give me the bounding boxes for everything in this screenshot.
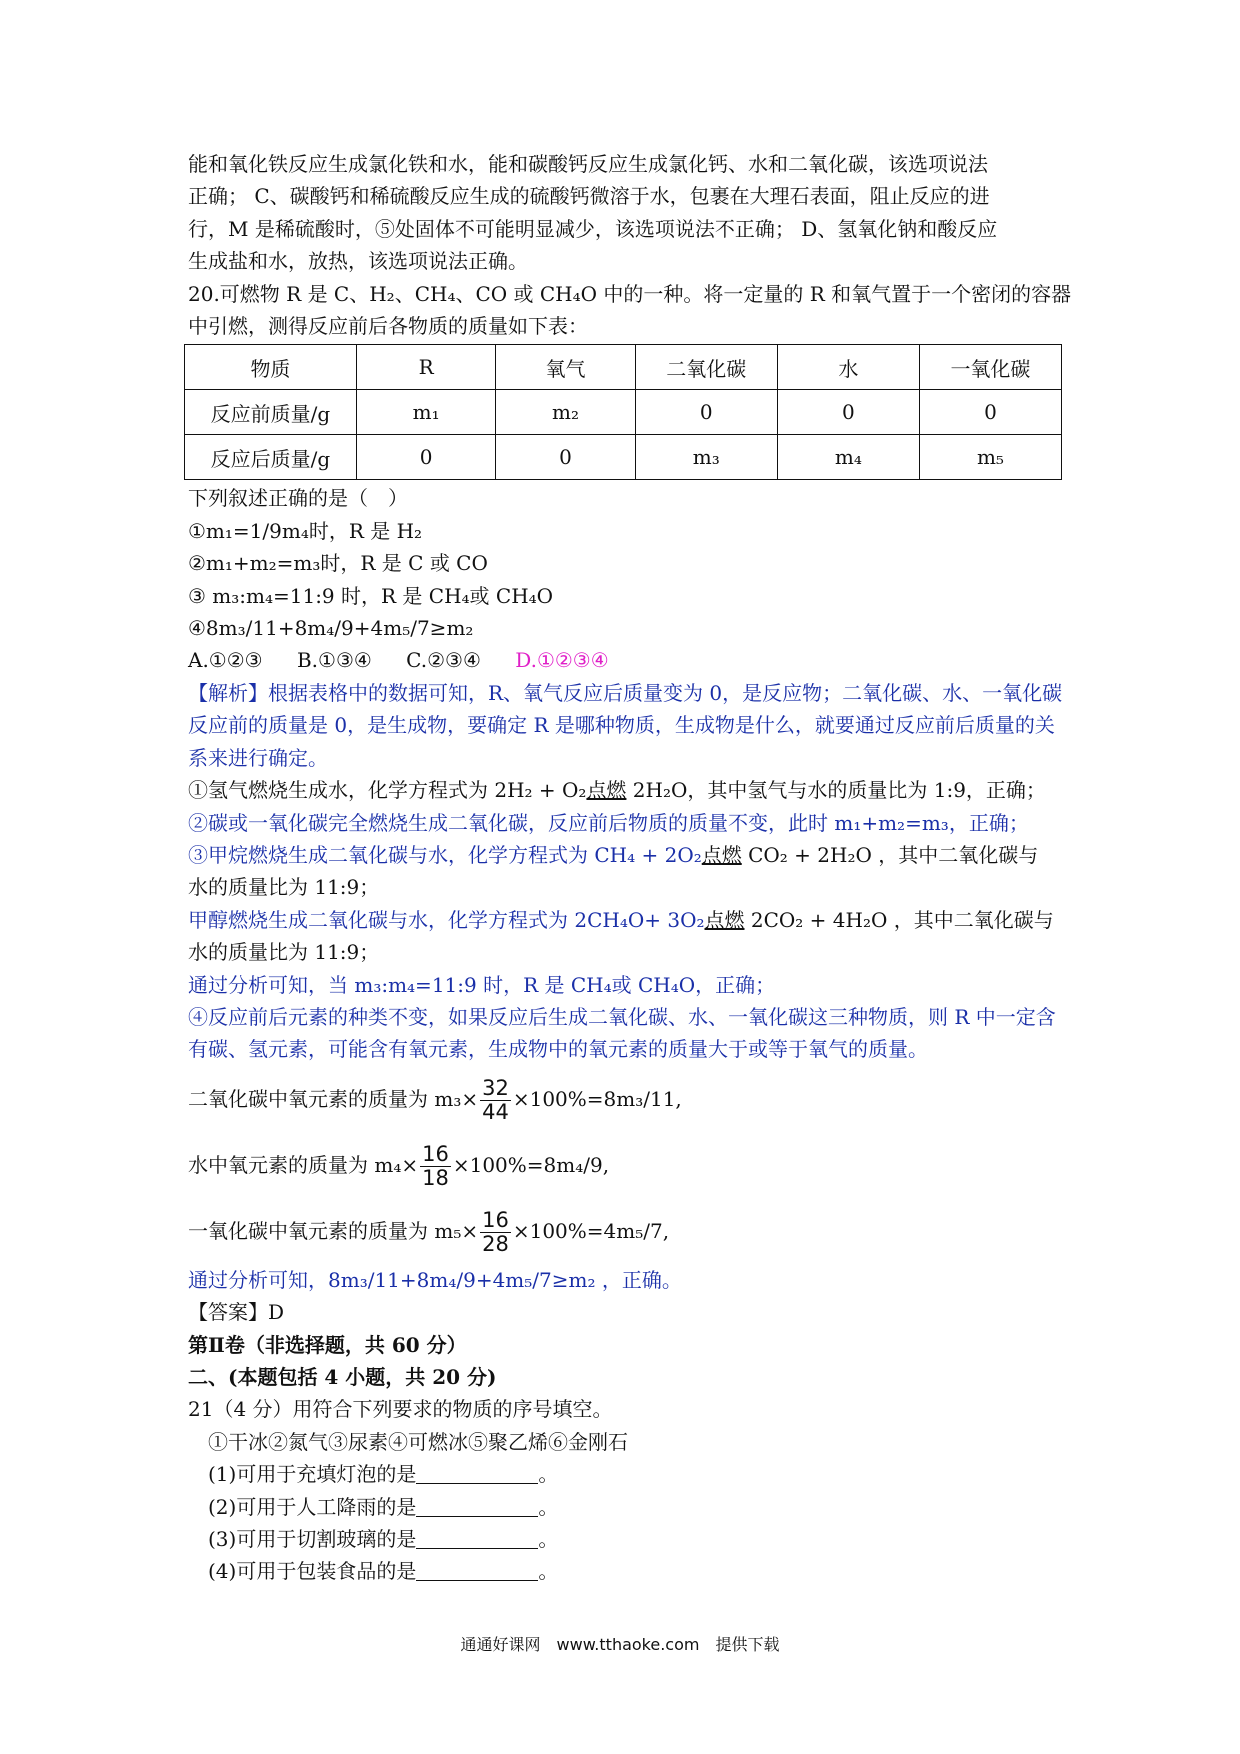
table-cell: 二氧化碳 <box>635 345 777 390</box>
analysis-step-3-conclusion: 通过分析可知，当 m₃:m₄=11:9 时，R 是 CH₄或 CH₄O，正确； <box>188 972 776 997</box>
statement: ①m₁=1/9m₄时，R 是 H₂ <box>188 518 423 543</box>
formula-text: ×100%=4m₅/7, <box>512 1218 670 1243</box>
conclusion-text: 通过分析可知，8m₃/11+8m₄/9+4m₅/7≥m₂ ，正确。 <box>188 1267 682 1292</box>
item-end: 。 <box>538 1462 559 1487</box>
analysis-step-1 <box>188 774 1063 806</box>
answer-blank[interactable] <box>416 1560 538 1581</box>
part-title: 二、(本题包括 4 小题，共 20 分) <box>188 1364 497 1389</box>
denominator: 18 <box>422 1165 449 1190</box>
item-text: (1)可用于充填灯泡的是 <box>208 1462 417 1487</box>
item-end: 。 <box>538 1494 559 1519</box>
numerator: 16 <box>422 1141 449 1166</box>
q21-item <box>188 1458 1063 1490</box>
answer: 【答案】D <box>188 1300 285 1325</box>
table-cell: 0 <box>635 390 777 435</box>
equation-text: CO₂ + 2H₂O ，其中二氧化碳与 <box>741 842 1039 867</box>
analysis-step-4: ④反应前后元素的种类不变，如果反应后生成二氧化碳、水、一氧化碳这三种物质，则 R 中一定含有碳、氢元素，可能含有氧元素，生成物中的氧元素的质量大于或等于氧气的质量。 <box>188 1004 1056 1062</box>
table-cell: 0 <box>496 435 635 480</box>
analysis-section <box>188 677 1063 1296</box>
equation-text: ①氢气燃烧生成水，化学方程式为 2H₂ + O₂ <box>188 778 587 803</box>
item-end: 。 <box>538 1559 559 1584</box>
reaction-condition: 点燃 <box>704 907 745 932</box>
document-body <box>188 148 1072 1588</box>
option-c: C.②③④ <box>406 648 481 673</box>
statement: ②m₁+m₂=m₃时，R 是 C 或 CO <box>188 551 488 576</box>
numerator: 32 <box>482 1075 509 1100</box>
equation-text: 甲醇燃烧生成二氧化碳与水，化学方程式为 2CH₄O+ 3O₂ <box>188 907 705 932</box>
item-text: (4)可用于包装食品的是 <box>208 1559 417 1584</box>
analysis-step-3-cont: 水的质量比为 11:9； <box>188 875 380 900</box>
formula-text: 水中氧元素的质量为 m₄× <box>188 1152 419 1177</box>
statement: ④8m₃/11+8m₄/9+4m₅/7≥m₂ <box>188 616 474 641</box>
analysis-step-3 <box>188 839 1063 871</box>
table-cell: 物质 <box>185 345 357 390</box>
analysis-label: 【解析】 <box>188 680 268 705</box>
previous-paragraph <box>188 148 1063 278</box>
table-header-row <box>185 345 1062 390</box>
analysis-methanol <box>188 904 1063 936</box>
table-cell: 0 <box>777 390 919 435</box>
text-line: 能和氧化铁反应生成氯化铁和水，能和碳酸钙反应生成氯化钙、水和二氧化碳，该选项说法 <box>188 152 988 176</box>
table-cell: 0 <box>919 390 1061 435</box>
table-cell: 一氧化碳 <box>919 345 1061 390</box>
answer-blank[interactable] <box>416 1496 538 1517</box>
text-line: 正确； C、碳酸钙和稀硫酸反应生成的硫酸钙微溶于水，包裹在大理石表面，阻止反应的进 <box>188 184 990 209</box>
q21-choices: ①干冰②氮气③尿素④可燃冰⑤聚乙烯⑥金刚石 <box>208 1429 628 1454</box>
analysis-conclusion <box>188 1264 1063 1296</box>
fraction <box>420 1141 451 1190</box>
analysis-intro <box>188 677 1063 774</box>
question-20 <box>188 278 1072 677</box>
page-footer: 通通好课网 www.tthaoke.com 提供下载 <box>460 1635 780 1654</box>
analysis-intro-text: 根据表格中的数据可知，R、氧气反应后质量变为 0，是反应物；二氧化碳、水、一氧化碳反应前的质量是 0，是生成物，要确定 R 是哪种物质，生成物是什么，就要通过反应前后质量的关系来进行确定。 <box>188 680 1063 770</box>
table-cell: 反应后质量/g <box>185 435 357 480</box>
fraction <box>480 1075 511 1124</box>
q21-item <box>188 1523 1063 1555</box>
answer-blank[interactable] <box>416 1463 538 1484</box>
formula-text: 一氧化碳中氧元素的质量为 m₅× <box>188 1218 479 1243</box>
equation-text: 2H₂O，其中氢气与水的质量比为 1:9，正确； <box>626 778 1046 803</box>
item-text: (3)可用于切割玻璃的是 <box>208 1527 417 1551</box>
question-21 <box>188 1393 1063 1587</box>
option-b: B.①③④ <box>296 648 372 673</box>
table-cell: m₅ <box>919 435 1061 480</box>
statement: ③ m₃:m₄=11:9 时，R 是 CH₄或 CH₄O <box>188 583 554 608</box>
table-cell: 0 <box>356 435 495 480</box>
formula-co2 <box>188 1066 1063 1132</box>
q21-stem: 21（4 分）用符合下列要求的物质的序号填空。 <box>188 1397 613 1422</box>
section-title: 第Ⅱ卷（非选择题，共 60 分） <box>188 1332 467 1357</box>
numerator: 16 <box>482 1207 509 1232</box>
text-line: 生成盐和水，放热，该选项说法正确。 <box>188 249 528 274</box>
q21-item <box>188 1555 1063 1587</box>
reaction-condition: 点燃 <box>586 778 627 803</box>
denominator: 28 <box>482 1231 509 1256</box>
equation-text: 2CO₂ + 4H₂O ，其中二氧化碳与 <box>744 907 1054 932</box>
q20-question: 下列叙述正确的是（ ） <box>188 486 408 511</box>
analysis-step-2: ②碳或一氧化碳完全燃烧生成二氧化碳，反应前后物质的质量不变，此时 m₁+m₂=m₃，正确； <box>188 810 1029 835</box>
formula-text: ×100%=8m₃/11, <box>512 1086 682 1111</box>
equation-text: ③甲烷燃烧生成二氧化碳与水，化学方程式为 CH₄ + 2O₂ <box>188 842 702 867</box>
table-cell: R <box>356 345 495 390</box>
q20-stem-line: 中引燃，测得反应前后各物质的质量如下表： <box>188 314 588 339</box>
table-row <box>185 435 1062 480</box>
formula-text: 二氧化碳中氧元素的质量为 m₃× <box>188 1086 479 1111</box>
table-cell: m₄ <box>777 435 919 480</box>
table-cell: m₂ <box>496 390 635 435</box>
table-cell: 氧气 <box>496 345 635 390</box>
formula-text: ×100%=8m₄/9, <box>452 1152 610 1177</box>
option-a: A.①②③ <box>188 648 263 673</box>
item-end: 。 <box>538 1527 559 1551</box>
formula-co <box>188 1198 1063 1264</box>
table-cell: m₃ <box>635 435 777 480</box>
fraction <box>480 1207 511 1256</box>
table-cell: 反应前质量/g <box>185 390 357 435</box>
options-row <box>188 644 1063 676</box>
item-text: (2)可用于人工降雨的是 <box>208 1494 417 1519</box>
table-cell: 水 <box>777 345 919 390</box>
table-row <box>185 390 1062 435</box>
analysis-methanol-cont: 水的质量比为 11:9； <box>188 940 380 965</box>
formula-h2o <box>188 1132 1063 1198</box>
q20-stem-line: 20.可燃物 R 是 C、H₂、CH₄、CO 或 CH₄O 中的一种。将一定量的 R 和氧气置于一个密闭的容器 <box>188 281 1072 306</box>
text-line: 行，M 是稀硫酸时，⑤处固体不可能明显减少，该选项说法不正确； D、氢氧化钠和酸反应 <box>188 216 998 241</box>
mass-table <box>184 344 1062 480</box>
table-cell: m₁ <box>356 390 495 435</box>
q21-item <box>188 1491 1063 1523</box>
reaction-condition: 点燃 <box>701 842 742 867</box>
option-d: D.①②③④ <box>515 648 609 673</box>
answer-blank[interactable] <box>416 1528 538 1549</box>
denominator: 44 <box>482 1099 509 1124</box>
